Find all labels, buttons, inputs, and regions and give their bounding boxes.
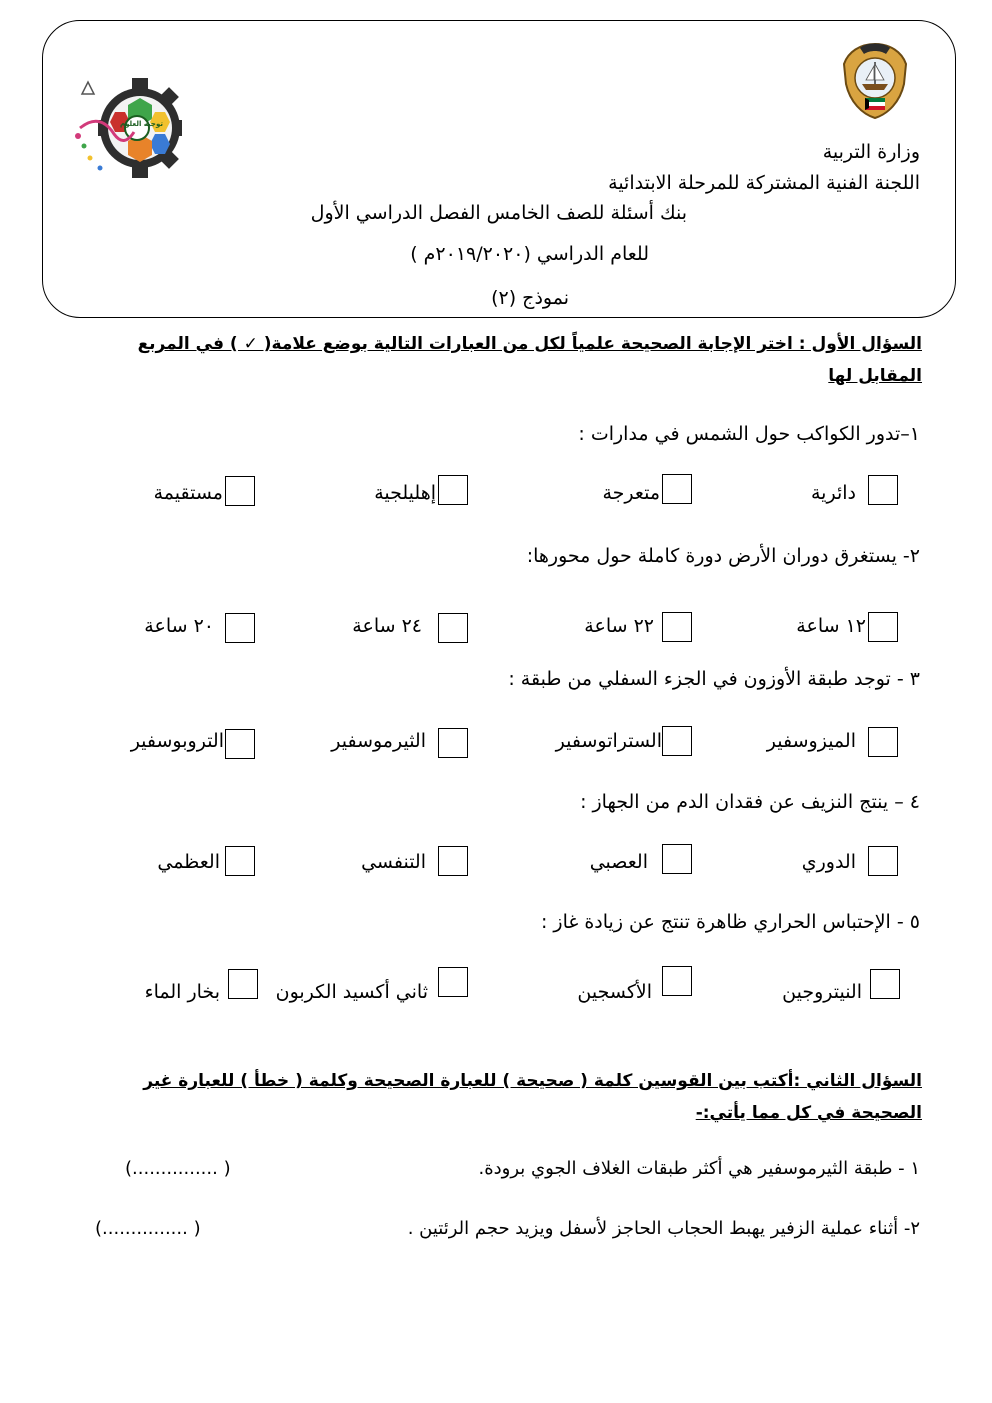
q2-option-4: ٢٠ ساعة	[144, 615, 214, 637]
q5-option-4: بخار الماء	[144, 981, 220, 1003]
checkbox-q2-opt1[interactable]	[868, 612, 898, 642]
checkbox-q1-opt3[interactable]	[438, 475, 468, 505]
q2-option-2: ٢٢ ساعة	[584, 615, 654, 637]
checkbox-q4-opt1[interactable]	[868, 846, 898, 876]
tf-statement-1: ١ - طبقة الثيرموسفير هي أكثر طبقات الغلاف الجوي برودة.	[478, 1158, 920, 1179]
model-number: نموذج (٢)	[491, 287, 569, 309]
q5-option-1: النيتروجين	[782, 981, 862, 1003]
q1-option-2: متعرجة	[602, 482, 660, 504]
checkbox-q5-opt3[interactable]	[438, 967, 468, 997]
question-2-text: ٢- يستغرق دوران الأرض دورة كاملة حول محورها:	[526, 545, 920, 567]
checkbox-q1-opt2[interactable]	[662, 474, 692, 504]
checkbox-q4-opt2[interactable]	[662, 844, 692, 874]
q1-option-1: دائرية	[811, 482, 856, 504]
question-3-text: ٣ - توجد طبقة الأوزون في الجزء السفلي من طبقة :	[508, 668, 920, 690]
tf-statement-2: ٢- أثناء عملية الزفير يهبط الحجاب الحاجز لأسفل ويزيد حجم الرئتين .	[407, 1218, 920, 1239]
checkbox-q1-opt4[interactable]	[225, 476, 255, 506]
kuwait-emblem-icon	[838, 40, 912, 120]
q3-option-2: الستراتوسفير	[555, 730, 662, 752]
q3-option-3: الثيرموسفير	[331, 730, 426, 752]
checkbox-q3-opt4[interactable]	[225, 729, 255, 759]
checkbox-q1-opt1[interactable]	[868, 475, 898, 505]
checkbox-q5-opt2[interactable]	[662, 966, 692, 996]
q4-option-4: العظمي	[157, 851, 220, 873]
q1-option-3: إهليلجية	[374, 482, 436, 504]
q4-option-1: الدوري	[801, 851, 856, 873]
checkbox-q4-opt4[interactable]	[225, 846, 255, 876]
logo-text: توجيه العلوم	[120, 120, 163, 128]
checkbox-q5-opt4[interactable]	[228, 969, 258, 999]
q3-option-4: التروبوسفير	[130, 730, 224, 752]
checkbox-q5-opt1[interactable]	[870, 969, 900, 999]
science-logo	[70, 72, 182, 184]
gear-icon	[70, 72, 182, 184]
checkbox-q3-opt1[interactable]	[868, 727, 898, 757]
checkbox-q2-opt3[interactable]	[438, 613, 468, 643]
checkbox-q3-opt3[interactable]	[438, 728, 468, 758]
checkbox-q3-opt2[interactable]	[662, 726, 692, 756]
question-5-text: ٥ - الإحتباس الحراري ظاهرة تنتج عن زيادة غاز :	[540, 911, 920, 933]
q4-option-3: التنفسي	[361, 851, 426, 873]
academic-year: للعام الدراسي (٢٠١٩/٢٠٢٠م )	[410, 243, 649, 265]
q2-option-3: ٢٤ ساعة	[352, 615, 422, 637]
q3-option-1: الميزوسفير	[766, 730, 856, 752]
section1-title: السؤال الأول : اختر الإجابة الصحيحة علمياً لكل من العبارات التالية بوضع علامة( ✓ ) في المربع المقابل لها	[137, 334, 922, 386]
checkbox-q2-opt4[interactable]	[225, 613, 255, 643]
q5-option-2: الأكسجين	[577, 981, 652, 1003]
checkbox-q4-opt3[interactable]	[438, 846, 468, 876]
committee-name: اللجنة الفنية المشتركة للمرحلة الابتدائية	[608, 172, 920, 194]
section2-title: السؤال الثاني :أكتب بين القوسين كلمة ( صحيحة ) للعبارة الصحيحة وكلمة ( خطأ ) للعبارة غير الصحيحة في كل مما يأتي:-	[143, 1071, 922, 1123]
tf-answer-blank-2[interactable]: (............... )	[95, 1218, 201, 1239]
question-bank-title: بنك أسئلة للصف الخامس الفصل الدراسي الأول	[310, 202, 687, 224]
question-4-text: ٤ – ينتج النزيف عن فقدان الدم من الجهاز :	[580, 791, 920, 813]
q4-option-2: العصبي	[589, 851, 648, 873]
checkbox-q2-opt2[interactable]	[662, 612, 692, 642]
tf-answer-blank-1[interactable]: (............... )	[125, 1158, 231, 1179]
q5-option-3: ثاني أكسيد الكربون	[275, 981, 428, 1003]
question-1-text: ١–تدور الكواكب حول الشمس في مدارات :	[578, 423, 920, 445]
ministry-name: وزارة التربية	[822, 141, 920, 163]
q2-option-1: ١٢ ساعة	[796, 615, 866, 637]
q1-option-4: مستقيمة	[153, 482, 223, 504]
